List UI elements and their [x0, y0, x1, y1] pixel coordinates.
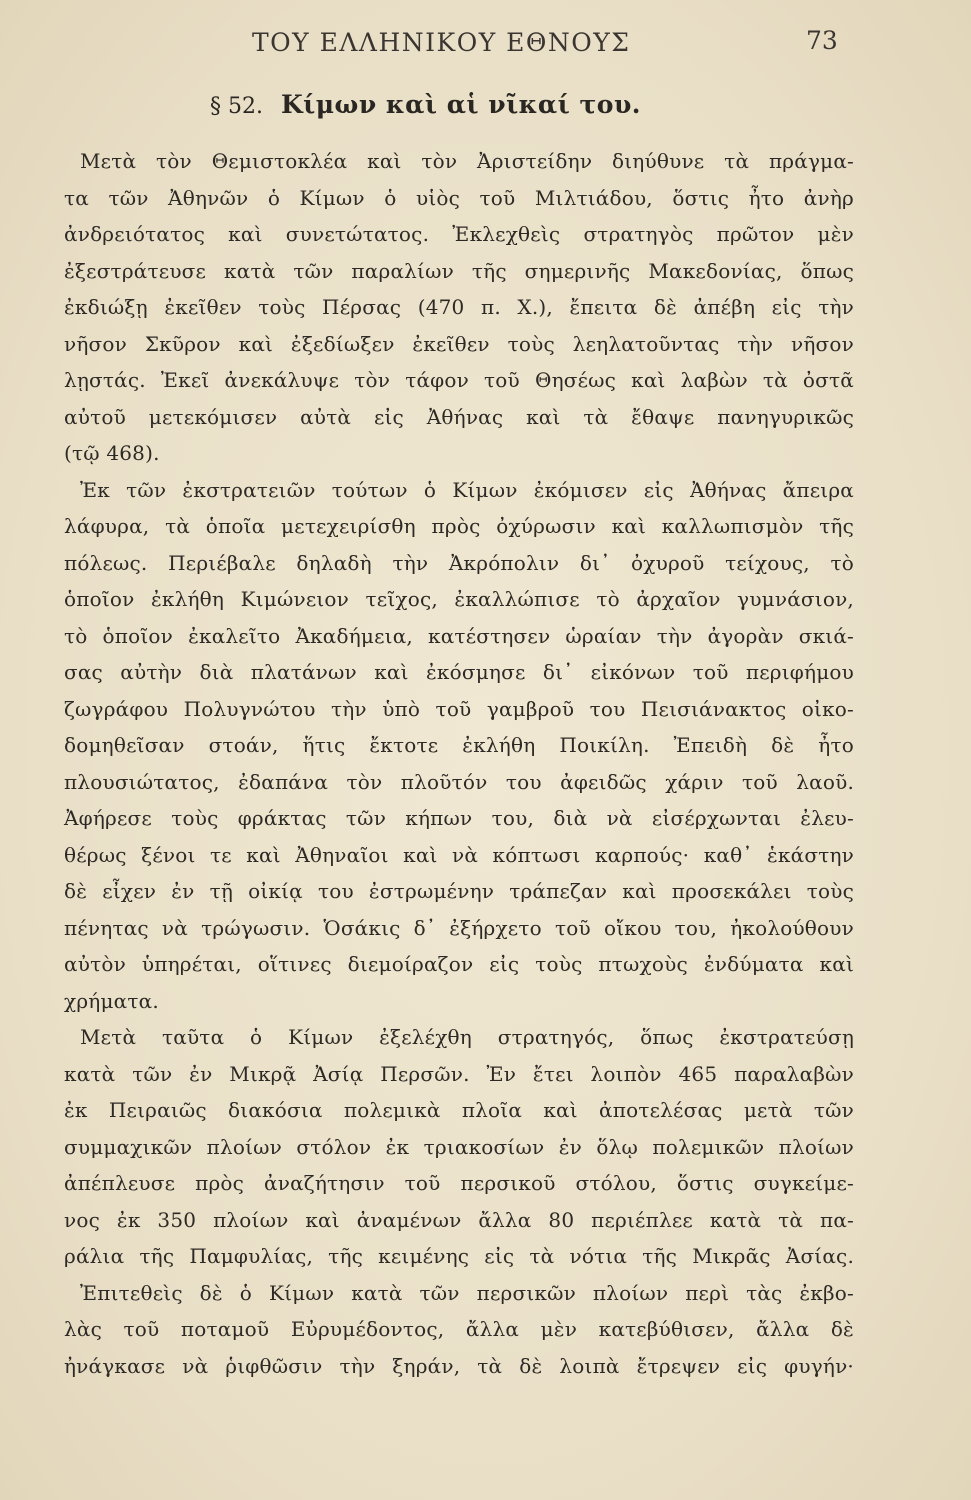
page-number: 73 [806, 26, 838, 55]
section-number: § 52. [210, 94, 263, 119]
section-heading [210, 90, 641, 119]
text-line: πένητας νὰ τρώγωσιν. Ὁσάκις δ᾽ ἐξήρχετο τοῦ οἴκου του, ἠκολούθουν [64, 915, 854, 940]
text-line: Ἀφήρεσε τοὺς φράκτας τῶν κήπων του, διὰ νὰ εἰσέρχωνται ἐλευ- [64, 806, 854, 830]
text-line: νος ἐκ 350 πλοίων καὶ ἀναμένων ἄλλα 80 περιέπλεε κατὰ τὰ πα- [64, 1207, 854, 1232]
text-line: αὐτοῦ μετεκόμισεν αὐτὰ εἰς Ἀθήνας καὶ τὰ ἔθαψε πανηγυρικῶς [64, 404, 854, 429]
text-line: ἀπέπλευσε πρὸς ἀναζήτησιν τοῦ περσικοῦ στόλου, ὅστις συγκείμε- [64, 1171, 854, 1195]
text-line: Μετὰ ταῦτα ὁ Κίμων ἐξελέχθη στρατηγός, ὅπως ἐκστρατεύσῃ [80, 1025, 854, 1049]
text-line: ζωγράφου Πολυγνώτου τὴν ὑπὸ τοῦ γαμβροῦ του Πεισιάνακτος οἰκο- [64, 696, 854, 721]
text-line: πλουσιώτατος, ἐδαπάνα τὸν πλοῦτόν του ἀφειδῶς χάριν τοῦ λαοῦ. [64, 769, 854, 794]
text-line: Ἐκ τῶν ἐκστρατειῶν τούτων ὁ Κίμων ἐκόμισεν εἰς Ἀθήνας ἄπειρα [80, 477, 854, 502]
text-line: ἐξεστράτευσε κατὰ τῶν παραλίων τῆς σημερινῆς Μακεδονίας, ὅπως [64, 258, 854, 283]
text-line: δομηθεῖσαν στοάν, ἥτις ἔκτοτε ἐκλήθη Ποικίλη. Ἐπειδὴ δὲ ἦτο [64, 733, 854, 757]
text-line: ἐκ Πειραιῶς διακόσια πολεμικὰ πλοῖα καὶ ἀποτελέσας μετὰ τῶν [64, 1098, 854, 1122]
text-line: ἐκδιώξῃ ἐκεῖθεν τοὺς Πέρσας (470 π. Χ.), ἔπειτα δὲ ἀπέβη εἰς τὴν [64, 295, 854, 319]
text-line: λῃστάς. Ἐκεῖ ἀνεκάλυψε τὸν τάφον τοῦ Θησέως καὶ λαβὼν τὰ ὀστᾶ [64, 368, 854, 392]
text-line: ράλια τῆς Παμφυλίας, τῆς κειμένης εἰς τὰ νότια τῆς Μικρᾶς Ἀσίας. [64, 1244, 854, 1268]
text-line: συμμαχικῶν πλοίων στόλον ἐκ τριακοσίων ἐν ὅλῳ πολεμικῶν πλοίων [64, 1134, 854, 1159]
text-line: λὰς τοῦ ποταμοῦ Εὐρυμέδοντος, ἄλλα μὲν κατεβύθισεν, ἄλλα δὲ [64, 1317, 854, 1341]
text-line: λάφυρα, τὰ ὁποῖα μετεχειρίσθη πρὸς ὀχύρωσιν καὶ καλλωπισμὸν τῆς [64, 514, 854, 538]
text-line: τὸ ὁποῖον ἐκαλεῖτο Ἀκαδήμεια, κατέστησεν ὡραίαν τὴν ἀγορὰν σκιά- [64, 623, 854, 648]
text-line: αὐτὸν ὑπηρέται, οἵτινες διεμοίραζον εἰς τοὺς πτωχοὺς ἐνδύματα καὶ [64, 952, 854, 976]
section-title: Κίμων καὶ αἱ νῖκαί του. [280, 90, 641, 119]
text-line: τα τῶν Ἀθηνῶν ὁ Κίμων ὁ υἱὸς τοῦ Μιλτιάδου, ὅστις ἦτο ἀνὴρ [64, 185, 854, 210]
text-line: σας αὐτὴν διὰ πλατάνων καὶ ἐκόσμησε δι᾽ εἰκόνων τοῦ περιφήμου [64, 660, 854, 684]
text-line: χρήματα. [64, 988, 159, 1013]
text-line: νῆσον Σκῦρον καὶ ἐξεδίωξεν ἐκεῖθεν τοὺς λεηλατοῦντας τὴν νῆσον [64, 331, 854, 356]
text-line: πόλεως. Περιέβαλε δηλαδὴ τὴν Ἀκρόπολιν δι᾽ ὀχυροῦ τείχους, τὸ [64, 550, 854, 575]
text-line: ὁποῖον ἐκλήθη Κιμώνειον τεῖχος, ἐκαλλώπισε τὸ ἀρχαῖον γυμνάσιον, [64, 587, 854, 611]
text-line: θέρως ξένοι τε καὶ Ἀθηναῖοι καὶ νὰ κόπτωσι καρπούς· καθ᾽ ἑκάστην [64, 842, 854, 867]
text-line: ἀνδρειότατος καὶ συνετώτατος. Ἐκλεχθεὶς στρατηγὸς πρῶτον μὲν [64, 222, 854, 246]
text-line: Ἐπιτεθεὶς δὲ ὁ Κίμων κατὰ τῶν περσικῶν πλοίων περὶ τὰς ἐκβο- [80, 1280, 854, 1305]
text-line: Μετὰ τὸν Θεμιστοκλέα καὶ τὸν Ἀριστείδην διηύθυνε τὰ πράγμα- [80, 149, 854, 173]
text-line: δὲ εἶχεν ἐν τῇ οἰκίᾳ του ἐστρωμένην τράπεζαν καὶ προσεκάλει τοὺς [64, 879, 854, 903]
body-text [64, 143, 854, 1384]
text-line: κατὰ τῶν ἐν Μικρᾷ Ἀσίᾳ Περσῶν. Ἐν ἔτει λοιπὸν 465 παραλαβὼν [64, 1061, 854, 1086]
running-title: ΤΟΥ ΕΛΛΗΝΙΚΟΥ ΕΘΝΟΥΣ [252, 28, 631, 57]
text-line: (τῷ 468). [64, 441, 160, 465]
text-line: ἠνάγκασε νὰ ῥιφθῶσιν τὴν ξηράν, τὰ δὲ λοιπὰ ἔτρεψεν εἰς φυγήν· [64, 1353, 854, 1378]
running-head [0, 22, 971, 62]
